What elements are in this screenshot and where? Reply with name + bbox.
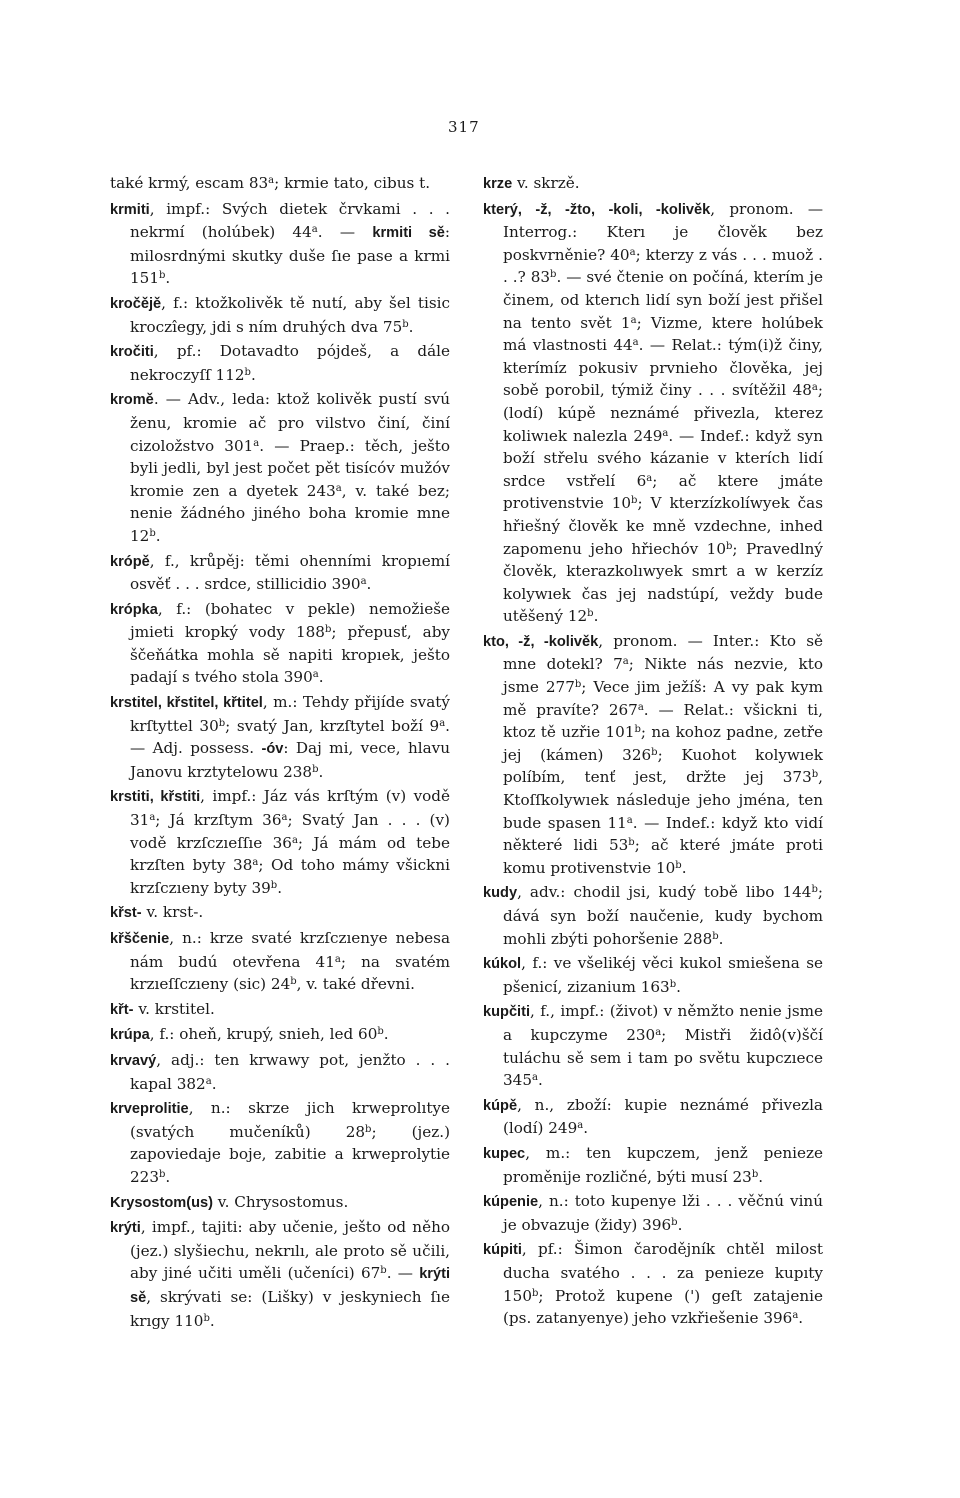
folio-side: b: [532, 1287, 539, 1299]
entry-text: .: [165, 1167, 171, 1186]
folio-side: b: [380, 1265, 387, 1277]
entry-headword: krópě: [110, 553, 150, 570]
folio-side: a: [252, 857, 259, 869]
entry-headword: kupčiti: [483, 1004, 531, 1021]
folio-side: b: [751, 1168, 759, 1180]
entry-text: , n.: toto kupenye lži . . . věčnú vinú je obvazuje (židy) 396: [503, 1192, 823, 1234]
dictionary-entry: [110, 340, 450, 386]
folio-side: b: [159, 1168, 166, 1180]
dictionary-entry: [110, 1097, 450, 1188]
folio-side: a: [811, 382, 818, 394]
folio-side: b: [377, 1026, 384, 1038]
entry-text: , skrývati se: (Lišky) v jeskyniech ſıe krıgy 110: [130, 1287, 450, 1330]
entry-text: . — Adv., leda: ktož kolivěk pustí svú ženu, kromie ač pro vilstvo činí, činí cizoložstvo 301: [130, 390, 450, 455]
folio-side: a: [291, 834, 298, 846]
entry-text: , n.: krze svaté krzſczıenye nebesa nám budú otevřena 41: [130, 929, 450, 971]
entry-headword: který, -ž, -žto, -koli, -kolivěk: [483, 201, 711, 218]
folio-side: b: [671, 1216, 678, 1228]
entry-text: . — Relat.: tým(i)ž činy, kterímíz pokusiv prvnieho člověka, jej sobě porobil, týmiž činy . . . svítěžil 48: [503, 336, 823, 400]
folio-side: a: [577, 1120, 584, 1132]
entry-text: .: [676, 977, 681, 996]
entry-text: , v. také bez; nenie žádného jiného boha kromie mne 12: [130, 481, 451, 545]
entry-text: .: [718, 929, 724, 948]
folio-side: a: [281, 812, 288, 824]
entry-headword: kto, -ž, -kolivěk: [483, 633, 599, 650]
dictionary-entry: [483, 1142, 823, 1188]
entry-text: v. krstitel.: [133, 999, 215, 1018]
folio-side: a: [646, 472, 653, 484]
folio-side: a: [360, 576, 367, 588]
entry-text: , pf.: Šimon čarodějník chtěl milost ducha svatého . . . za penieze kupıty 150: [503, 1240, 823, 1305]
dictionary-entry: [483, 172, 823, 196]
entry-text: ; Kuohot kolywıek políbím, tenť jest, držte jej 373: [503, 745, 823, 787]
entry-headword: kúkol: [483, 956, 522, 973]
folio-side: b: [550, 269, 557, 281]
entry-headword: krstitel, křstitel, křtitel: [110, 695, 263, 712]
dictionary-entry: [110, 292, 450, 338]
entry-text: ; Vece jim ježíš: A vy pak kym mě pravíte? 267: [503, 678, 823, 719]
entry-text: ; Svatý Jan . . . (v) vodě krzſczıeſſıe 36: [130, 811, 450, 852]
entry-text: .: [318, 762, 324, 781]
folio-side: b: [631, 495, 638, 507]
entry-text: , Ktoſſkolywıek následuje jeho jména, ten bude spasen 11: [503, 768, 823, 832]
entry-headword: kročějě: [110, 295, 162, 312]
entry-headword: kúpenie: [483, 1194, 539, 1211]
folio-side: b: [811, 884, 818, 896]
folio-side: a: [629, 246, 636, 258]
entry-text: , impf.: Jáz vás krſtým (v) vodě 31: [130, 787, 451, 830]
entry-subheadword: krýti sě: [130, 1266, 451, 1306]
entry-text: ; ač které jmáte proti komu protivenstvie 10: [503, 836, 823, 877]
entry-text: .: [798, 1309, 804, 1328]
entry-headword: kupec: [483, 1145, 526, 1162]
entry-text: ; Já krzſtym 36: [155, 811, 282, 830]
dictionary-entry: [483, 881, 823, 950]
folio-side: a: [655, 1026, 662, 1038]
entry-text: .: [537, 1071, 543, 1090]
folio-side: b: [574, 679, 582, 691]
entry-text: , f.: (bohatec v pekle) nemožieše jmieti kropký vody 188: [130, 599, 450, 642]
folio-side: a: [532, 1072, 538, 1084]
entry-headword: křst-: [110, 905, 142, 922]
dictionary-entry: [110, 198, 450, 290]
entry-text: .: [277, 878, 283, 897]
left-column: [110, 172, 450, 1334]
entry-text: : Daj mi, vece, hlavu Janovu krztytelowu 238: [130, 739, 450, 781]
entry-text: , f., krůpěj: těmi ohenními kropıemí osvěť . . . srdce, stillicidio 390: [130, 551, 450, 594]
entry-text: . —: [317, 223, 373, 242]
entry-text: , n., zboží: kupie neznámé přivezla (lodí) 249: [503, 1095, 823, 1138]
entry-text: .: [583, 1119, 589, 1138]
folio-side: a: [630, 314, 637, 326]
entry-text: , adv.: chodil jsi, kudý tobě libo 144: [517, 883, 812, 902]
entry-text: .: [681, 858, 687, 877]
folio-side: a: [253, 437, 260, 449]
dictionary-entry: [110, 388, 450, 547]
dictionary-entry: [483, 198, 823, 628]
entry-text: . — své čtenie on počíná, kterím je činem, od kterıch lidí syn boží jest přišel na tento svět 1: [503, 268, 823, 332]
entry-text: , f.: ktožkolivěk tě nutí, aby šel tisic kroczîegy, jdi s ním druhých dva 75: [130, 293, 450, 336]
entry-headword: kúpiti: [483, 1242, 522, 1259]
entry-text: ; Pravedlný člověk, kterazkolıwyek smrt a w kerzíz kolywıek čas jej nadstúpí, veždy bude utěšený 12: [503, 539, 823, 626]
folio-side: b: [628, 837, 635, 849]
folio-side: b: [149, 527, 156, 539]
entry-text: ; přepusť, aby ščeňátka mohla sě napiti kropıek, ješto padají s tvého stola 390: [130, 623, 450, 687]
entry-text: .: [318, 668, 324, 687]
dictionary-entry: [110, 785, 450, 899]
folio-side: b: [402, 318, 409, 330]
entry-text: ; krmie tato, cibus t.: [274, 174, 431, 192]
entry-text: . — Adj. possess.: [130, 716, 450, 758]
entry-text: ; (jez.) zapoviedaje boje, zabitie a krweprolytie 223: [130, 1122, 451, 1186]
entry-text: ; svatý Jan, krzſtytel boží 9: [225, 716, 440, 735]
folio-side: b: [675, 859, 682, 871]
entry-text: ; Já mám od tebe krzſten byty 38: [130, 833, 450, 875]
entry-text: ; na svatém krzıeſſczıeny (sic) 24: [130, 952, 451, 994]
folio-side: b: [726, 540, 733, 552]
entry-headword: kúpě: [483, 1097, 518, 1114]
dictionary-entry: [483, 952, 823, 998]
entry-text: také krmý, escam 83: [110, 174, 269, 192]
entry-text: .: [758, 1167, 764, 1186]
dictionary-entry: [110, 998, 450, 1022]
dictionary-entry: [110, 1191, 450, 1215]
entry-text: v. krst-.: [141, 903, 204, 922]
entry-text: , impf., tajiti: aby učenie, ješto od něho (jez.) slyšiechu, nekrılı, ale proto sě učili, aby jiné učiti uměli (učeníci) 67: [130, 1218, 450, 1283]
folio-side: a: [637, 701, 644, 713]
dictionary-entry: [483, 1238, 823, 1329]
folio-side: b: [290, 976, 297, 988]
entry-text: , pf.: Dotavadto pójdeš, a dále nekroczyſſ 112: [130, 342, 450, 384]
entry-headword: krstiti, křstiti: [110, 789, 201, 806]
entry-headword: krze: [483, 176, 513, 192]
entry-text: ; Nikte nás nezvie, kto jsme 277: [503, 655, 823, 697]
entry-text: . — Relat.: všickni ti, ktoz tě uzřie 101: [503, 700, 823, 742]
entry-text: , pronom. — Interrog.: Kterı je člověk bez poskvrněnie? 40: [503, 199, 824, 264]
entry-headword: křščenie: [110, 931, 170, 947]
entry-text: .: [408, 317, 414, 336]
folio-side: a: [622, 656, 629, 668]
entry-text: ; Mistři židô(v)ščí tuláchu sě sem i tam po světu kupczıece 345: [503, 1025, 823, 1090]
entry-headword: kročiti: [110, 344, 154, 361]
folio-side: a: [149, 812, 156, 824]
entry-text: .: [209, 1311, 215, 1330]
entry-text: ; na kohoz padne, zetře jej (kámen) 326: [503, 723, 823, 764]
entry-text: , f., impf.: (život) v němžto nenie jsme a kupczyme 230: [503, 1002, 823, 1044]
entry-text: .: [593, 607, 599, 626]
folio-side: b: [244, 366, 251, 378]
entry-headword: krópka: [110, 601, 158, 618]
entry-headword: krúpa: [110, 1027, 150, 1044]
entry-text: , m.: ten kupczem, jenž penieze proměnije rozličné, býti musí 23: [503, 1143, 823, 1186]
entry-text: , impf.: Svých dietek črvkami . . . nekrmí (holúbek) 44: [130, 199, 450, 242]
folio-side: a: [662, 427, 669, 439]
entry-text: ; Od toho mámy všickni krzſczıeny byty 39: [130, 856, 450, 897]
folio-side: a: [439, 717, 446, 729]
entry-headword: krveprolitie: [110, 1101, 189, 1118]
folio-side: b: [159, 270, 166, 282]
folio-side: b: [669, 978, 677, 990]
entry-headword: kudy: [483, 885, 518, 902]
entry-text: . — Praep.: těch, ješto byli jedli, byl jest počet pět tisícóv mužóv kromie zen a dyetek 243: [130, 436, 450, 500]
entry-headword: krýti: [110, 1220, 141, 1237]
dictionary-entry: [110, 1216, 450, 1332]
folio-side: b: [811, 769, 819, 781]
entry-text: , f.: oheň, krupý, snieh, led 60: [149, 1025, 378, 1044]
entry-text: ; Vizme, ktere holúbek má vlastnosti 44: [503, 313, 823, 355]
entry-text: , m.: Tehdy přijíde svatý krſtyttel 30: [130, 693, 450, 735]
dictionary-entry: [110, 1023, 450, 1047]
entry-text: .: [211, 1074, 217, 1093]
folio-side: b: [365, 1123, 372, 1135]
entry-text: ; V kterzízkolíwyek čas hřiešný člověk ke mně vzdechne, inhed zapomenu jeho hřiechóv 10: [503, 494, 823, 558]
entry-text: ; (lodí) kúpě neznámé přivezla, kterez koliwıek nalezla 249: [503, 381, 823, 445]
dictionary-entry: [483, 1000, 823, 1091]
entry-headword: Krysostom(us): [110, 1194, 213, 1211]
entry-text: v. Chrysostomus.: [212, 1192, 349, 1211]
entry-text: , f.: ve všelikéj věci kukol smiešena se pšenicí, zizanium 163: [503, 954, 823, 996]
folio-side: a: [335, 482, 342, 494]
entry-text: .: [165, 269, 171, 288]
folio-side: b: [218, 717, 226, 729]
folio-side: b: [312, 763, 319, 775]
entry-subheadword: krmiti sě: [372, 225, 445, 242]
folio-side: b: [587, 608, 594, 620]
entry-text: . —: [386, 1264, 420, 1283]
folio-side: a: [311, 224, 318, 236]
entry-headword: kromě: [110, 392, 154, 409]
dictionary-entry: [110, 598, 450, 689]
folio-side: a: [334, 953, 341, 965]
entry-text: .: [383, 1025, 389, 1044]
entry-subheadword: -óv: [261, 741, 284, 758]
entry-text: ; ač ktere jmáte protivenstvie 10: [503, 471, 823, 513]
entry-text: , v. také dřevni.: [296, 975, 415, 994]
entry-text: ; dává syn boží naučenie, kudy bychom mohli zbýti pohoršenie 288: [503, 883, 823, 948]
entry-text: . — Indef.: když kto vidí některé lidi 53: [503, 813, 823, 855]
entry-text: ; Protož kupene (') geſt zatajenie (ps. zatanyenye) jeho vzkřiešenie 396: [503, 1286, 823, 1328]
folio-side: a: [312, 669, 319, 681]
entry-text: .: [155, 526, 161, 545]
dictionary-entry: [483, 1094, 823, 1140]
folio-side: a: [792, 1310, 799, 1322]
entry-text: . — Indef.: když syn boží střelu svého kázanie v kterích lidí srdce vstřelí 6: [503, 426, 823, 490]
entry-text: , adj.: ten krwawy pot, jenžto . . . kapal 382: [130, 1050, 450, 1093]
folio-side: a: [626, 814, 633, 826]
entry-text: .: [366, 575, 372, 594]
page-number: 317: [448, 118, 480, 136]
folio-side: a: [632, 337, 639, 349]
dictionary-entry: [110, 550, 450, 596]
entry-text: : milosrdnými skutky duše ſıe pase a krmi 151: [130, 223, 451, 288]
entry-headword: křt-: [110, 1001, 134, 1018]
folio-side: a: [268, 175, 275, 186]
dictionary-entry: [110, 172, 450, 196]
folio-side: b: [324, 624, 332, 636]
right-column: [483, 172, 823, 1332]
dictionary-entry: [483, 1190, 823, 1236]
folio-side: b: [270, 879, 278, 891]
folio-side: b: [203, 1312, 210, 1324]
entry-text: v. skrzě.: [512, 174, 580, 192]
entry-text: .: [677, 1215, 683, 1234]
dictionary-entry: [110, 691, 450, 783]
entry-text: , pronom. — Inter.: Kto sě mne dotekl? 7: [503, 631, 823, 674]
folio-side: a: [205, 1075, 212, 1087]
dictionary-entry: [110, 1049, 450, 1095]
dictionary-entry: [110, 927, 450, 996]
folio-side: b: [634, 724, 641, 736]
entry-text: ; kterzy z vás . . . muož . . .? 83: [503, 245, 823, 287]
dictionary-entry: [110, 901, 450, 925]
entry-headword: krvavý: [110, 1052, 157, 1069]
entry-text: , n.: skrze jich krweprolıtye (svatých mučeníků) 28: [130, 1099, 450, 1141]
dictionary-entry: [483, 630, 823, 880]
entry-text: .: [250, 365, 256, 384]
folio-side: b: [651, 746, 658, 758]
folio-side: b: [712, 930, 719, 942]
entry-headword: krmiti: [110, 201, 150, 218]
